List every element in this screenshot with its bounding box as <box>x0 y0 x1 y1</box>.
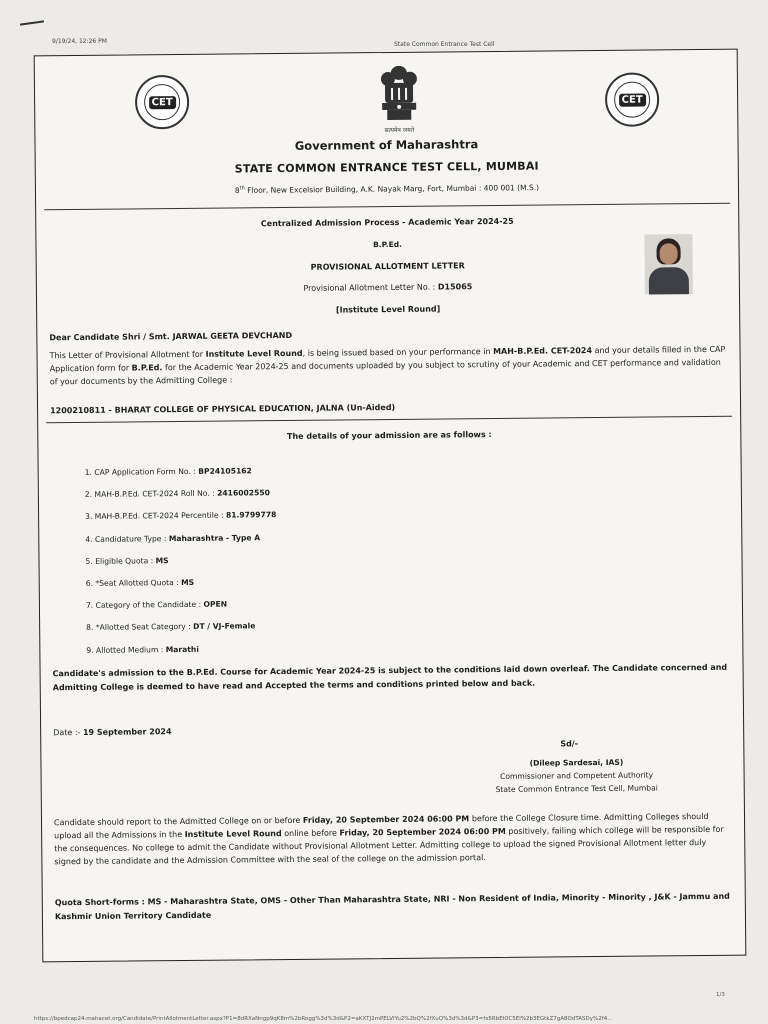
intro-bold-3: B.P.Ed. <box>131 363 163 373</box>
signature-sd: Sd/- <box>560 739 579 749</box>
cet-logo-left <box>135 75 190 130</box>
quota-short-forms: Quota Short-forms : MS - Maharashtra State, OMS - Other Than Maharashtra State, NRI - Non Resident of India, Minority - Minority , J&K - Jammu and Kashmir Union Territory Candidate <box>54 891 730 922</box>
government-title: Government of Maharashtra <box>294 137 479 153</box>
detail-value: DT / VJ-Female <box>193 621 256 632</box>
detail-value: 81.9799778 <box>225 510 277 520</box>
cet-logo-left-text: CET <box>149 96 176 109</box>
report-bold-1: Friday, 20 September 2024 06:00 PM <box>302 814 470 825</box>
detail-value: MS <box>181 577 195 587</box>
letter-title: PROVISIONAL ALLOTMENT LETTER <box>310 261 465 272</box>
letter-date <box>53 720 733 740</box>
detail-label: 4. Candidature Type : <box>85 533 169 544</box>
intro-text-4: for the Academic Year 2024-25 and documents uploaded by you subject to scrutiny of your Academic and CET performance and validation of your documents by the Admitting College : <box>49 357 721 387</box>
report-text-2: before the College Closure time. Admitting Colleges should upload all the Admissions in the <box>54 811 709 841</box>
report-bold-3: Friday, 20 September 2024 06:00 PM <box>339 826 506 838</box>
detail-label: 7. Category of the Candidate : <box>85 599 204 611</box>
detail-label: 6. *Seat Allotted Quota : <box>85 577 182 588</box>
letter-number-value: D15065 <box>437 282 473 292</box>
header-divider <box>44 203 730 211</box>
admission-conditions: Candidate's admission to the B.P.Ed. Course for Academic Year 2024-25 is subject to the conditions laid down overleaf. The Candidate concerned and Admitting College is deemed to have read and Accepted the terms and conditions printed below and back. <box>52 662 728 693</box>
detail-label: 1. CAP Application Form No. : <box>84 466 199 477</box>
page-number: 1/3 <box>716 992 725 998</box>
details-title: The details of your admission are as follows : <box>286 430 492 441</box>
detail-value: OPEN <box>203 599 228 609</box>
cet-cell-title: STATE COMMON ENTRANCE TEST CELL, MUMBAI <box>234 159 539 176</box>
round-name: [Institute Level Round] <box>335 304 441 315</box>
address-sup: th <box>239 185 245 192</box>
detail-value: Maharashtra - Type A <box>168 532 261 543</box>
detail-value: BP24105162 <box>198 466 252 476</box>
course-name: B.P.Ed. <box>372 239 402 250</box>
cap-process: Centralized Admission Process - Academic Year 2024-25 <box>260 216 514 229</box>
candidate-salutation: Dear Candidate Shri / Smt. JARWAL GEETA DEVCHAND <box>49 330 293 343</box>
detail-value: MS <box>155 555 169 566</box>
allotment-letter <box>34 49 747 963</box>
detail-label: 3. MAH-B.P.Ed. CET-2024 Percentile : <box>85 510 226 522</box>
report-text-1: Candidate should report to the Admitted College on or before <box>53 815 303 828</box>
detail-value: 2416002550 <box>217 488 270 498</box>
intro-paragraph <box>49 343 729 389</box>
admission-details-list <box>85 463 587 667</box>
intro-text-2: , is being issued based on your performance in <box>302 347 494 358</box>
cell-address <box>36 181 738 197</box>
pen-mark <box>20 20 44 25</box>
signature-block <box>431 755 721 797</box>
footer-url-link[interactable]: https://bpedcap24.mahacet.org/Candidate/PrintAllotmentLetter.aspx?P1=8dRXaNngp9qK8m%2bRogg%3d%3d&P2=aKXTJ2mPELVIYu2%2bQ%2fXuQ%3d%3d&P3=fx5RbEt0C5El%2b3EGtkZ7gA8OdTASDy%2f4... <box>34 1016 613 1022</box>
address-rest: Floor, New Excelsior Building, A.K. Nayak Marg, Fort, Mumbai : 400 001 (M.S.) <box>244 183 540 195</box>
detail-label: 9. Allotted Medium : <box>86 644 166 655</box>
signatory-name: (Dileep Sardesai, IAS) <box>529 757 624 768</box>
national-emblem-icon <box>375 63 424 125</box>
cet-logo-right-text: CET <box>619 93 646 106</box>
report-bold-2: Institute Level Round <box>184 829 282 839</box>
college-divider <box>46 416 732 424</box>
report-text-4: positively, failing which college will be responsible for the consequences. No college to admit the Candidate without Provisional Allotment Letter. Admitting college to upload the signed Provisional Allotment letter duly signed by the candidate and the Admission Committee with the seal of the college on the admission portal. <box>54 824 724 867</box>
detail-label: 5. Eligible Quota : <box>85 556 156 566</box>
letter-number-label: Provisional Allotment Letter No. : <box>303 282 438 293</box>
print-title: State Common Entrance Test Cell <box>394 41 495 48</box>
intro-text-1: This Letter of Provisional Allotment for <box>49 349 206 361</box>
report-text-3: online before <box>281 828 340 839</box>
date-label: Date :- <box>53 727 84 738</box>
reporting-instructions <box>54 810 734 869</box>
print-datetime: 9/19/24, 12:26 PM <box>52 38 107 45</box>
emblem-motto: सत्यमेव जयते <box>384 126 415 135</box>
signatory-designation: Commissioner and Competent Authority <box>500 770 654 781</box>
detail-label: 2. MAH-B.P.Ed. CET-2024 Roll No. : <box>84 488 218 500</box>
detail-label: 8. *Allotted Seat Category : <box>86 622 194 633</box>
intro-text-3: and your details filled in the CAP Application form for <box>49 344 726 374</box>
cet-logo-right <box>605 72 660 127</box>
detail-value: Marathi <box>165 644 199 654</box>
intro-bold-1: Institute Level Round <box>205 348 303 359</box>
date-value: 19 September 2024 <box>82 727 172 737</box>
letter-number <box>37 280 739 296</box>
signatory-office: State Common Entrance Test Cell, Mumbai <box>495 783 658 794</box>
candidate-photo <box>644 234 693 294</box>
allotted-college: 1200210811 - BHARAT COLLEGE OF PHYSICAL EDUCATION, JALNA (Un-Aided) <box>50 402 396 416</box>
address-floor: 8 <box>234 185 240 195</box>
intro-bold-2: MAH-B.P.Ed. CET-2024 <box>493 346 593 357</box>
